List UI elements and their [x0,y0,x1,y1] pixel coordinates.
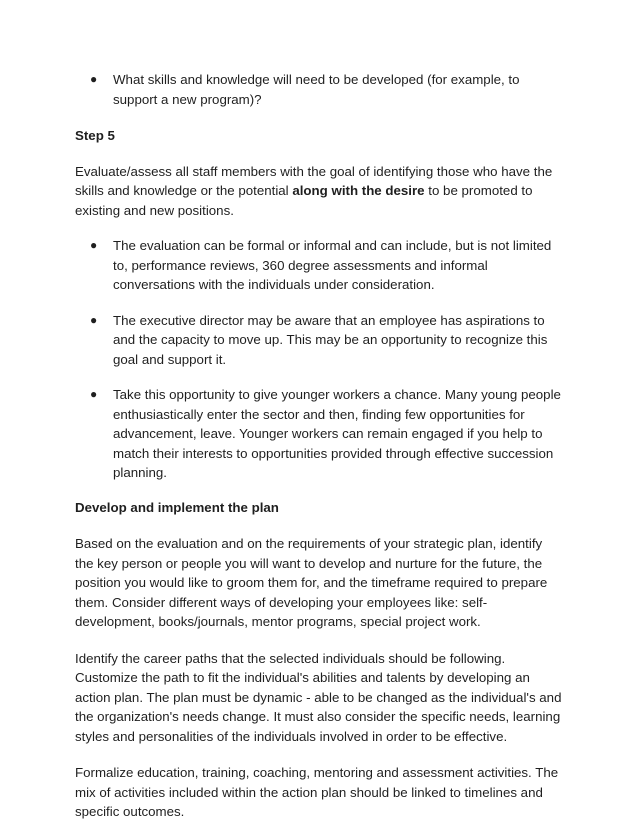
intro-bullet-list [75,70,563,109]
list-item [75,70,563,109]
develop-heading: Develop and implement the plan [75,499,279,515]
document-page [75,70,563,822]
step5-bullet-list [75,236,563,483]
develop-paragraph-3: Formalize education, training, coaching, mentoring and assessment activities. The mix of activities included within the action plan should be linked to timelines and specific outcomes. [75,765,559,819]
develop-paragraph-1: Based on the evaluation and on the requirements of your strategic plan, identify the key person or people you will want to develop and nurture for the future, the position you would like to groom them for, and the timeframe required to prepare them. Consider different ways of developing your employees like: self-development, books/journals, mentor programs, special project work. [75,536,548,629]
list-item [75,236,563,295]
step5-paragraph [75,162,563,221]
bullet-text: The executive director may be aware that an employee has aspirations to and the capacity to move up. This may be an opportunity to recognize this goal and support it. [113,312,548,367]
bullet-text: What skills and knowledge will need to be developed (for example, to support a new program)? [113,72,520,107]
list-item [75,311,563,370]
bullet-icon: ● [90,238,98,252]
step5-text-end: to be promoted to existing and new positions. [75,183,533,218]
step5-heading: Step 5 [75,128,115,143]
step5-bold-phrase: along with the desire [292,183,425,198]
bullet-icon: ● [90,72,98,86]
list-item [75,385,563,483]
bullet-icon: ● [90,312,98,327]
step5-text-start: Evaluate/assess all staff members with the goal of identifying those who have the skills and knowledge or the potential [75,163,553,198]
bullet-icon: ● [90,387,98,401]
bullet-text: Take this opportunity to give younger workers a chance. Many young people enthusiastically enter the sector and then, finding few opportunities for advancement, leave. Younger workers can remain engaged if you help to match their interests to opportunities provided through effective succession planning. [113,387,561,480]
develop-paragraph-2: Identify the career paths that the selected individuals should be following. Customize the path to fit the individual's abilities and talents by developing an action plan. The plan must be dynamic - able to be changed as the individual's and the organization's needs change. It must also consider the specific needs, learning styles and personalities of the individuals involved in order to be effective. [75,650,562,744]
bullet-text: The evaluation can be formal or informal and can include, but is not limited to, performance reviews, 360 degree assessments and informal conversations with the individuals under consideration. [113,238,552,292]
